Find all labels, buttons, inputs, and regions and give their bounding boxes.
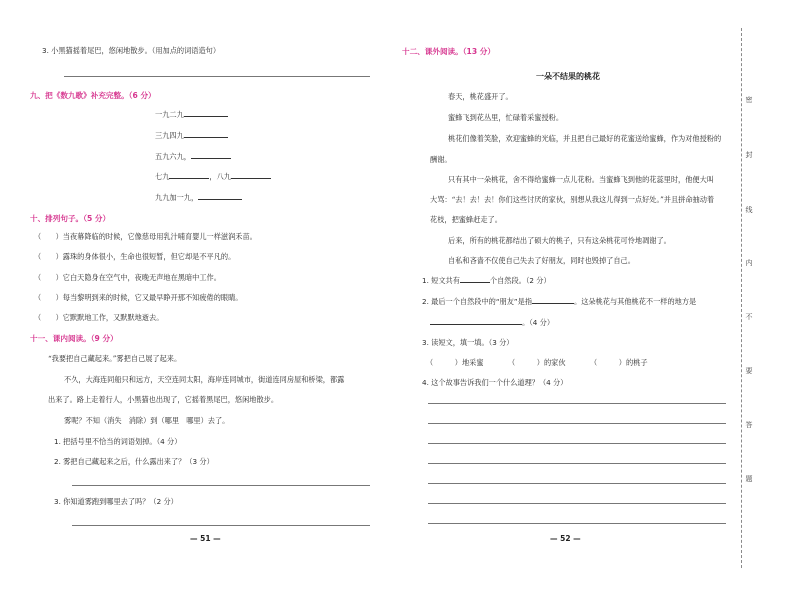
fill-blank[interactable] (184, 131, 228, 138)
fill-blank[interactable] (231, 172, 271, 179)
answer-line[interactable] (72, 485, 370, 486)
question-8-3: 3. 小黑猫摇着尾巴，悠闲地散步。（用加点的词语造句） (42, 46, 221, 55)
story-paragraph: 后来，所有的桃花都结出了硕大的桃子，只有这朵桃花可怜地凋谢了。 (448, 236, 671, 245)
sentence-item[interactable]: （ ）它白天隐身在空气中，夜晚无声地在黑暗中工作。 (34, 273, 221, 282)
story-paragraph: 花枝，把蜜蜂赶走了。 (430, 215, 502, 224)
seal-char: 答 (745, 421, 753, 429)
question-12-4: 4. 这个故事告诉我们一个什么道理？（4 分） (422, 378, 568, 387)
question-12-2-cont: 。（4 分） (430, 318, 554, 328)
answer-line[interactable] (428, 403, 726, 404)
fill-blank[interactable] (198, 193, 242, 200)
fill-blank[interactable] (532, 297, 574, 304)
answer-line[interactable] (428, 523, 726, 524)
fill-blank[interactable] (460, 276, 490, 283)
section-11-title: 十一、课内阅读。（9 分） (30, 334, 118, 343)
story-paragraph: 桃花们像着笑脸，欢迎蜜蜂的光临，并且把自己最好的花蜜送给蜜蜂，作为对他授粉的 (448, 134, 722, 143)
passage-paragraph: 出来了。路上走着行人，小黑猫也出现了，它摇着黑尾巴，悠闲地散步。 (48, 395, 279, 404)
fill-item[interactable]: （ ）的桃子 (590, 358, 648, 367)
answer-line[interactable] (428, 483, 726, 484)
right-page (400, 0, 800, 589)
seal-char: 密 (745, 96, 753, 104)
answer-line[interactable] (72, 525, 370, 526)
question-12-1: 1. 短文共有 个自然段。（2 分） (422, 276, 551, 285)
passage-paragraph: 雾呢？不知（消失 消除）到（哪里 哪里）去了。 (64, 416, 230, 425)
section-10-title: 十、排列句子。（5 分） (30, 214, 111, 223)
seal-char: 封 (745, 151, 753, 159)
fill-item[interactable]: （ ）的家伙 (508, 358, 566, 367)
seal-dashed-line (741, 28, 742, 568)
story-paragraph: 蜜蜂飞到花丛里，忙碌着采蜜授粉。 (448, 113, 564, 122)
fill-blank[interactable] (430, 318, 522, 325)
answer-line[interactable] (428, 503, 726, 504)
sentence-item[interactable]: （ ）露珠的身体很小，生命也很短暂，但它却是不平凡的。 (34, 252, 236, 261)
seal-char: 题 (745, 475, 753, 483)
question-12-3: 3. 读短文，填一填。（3 分） (422, 338, 514, 347)
sentence-item[interactable]: （ ）它默默地工作，又默默地逝去。 (34, 313, 164, 322)
story-title: 一朵不结果的桃花 (536, 72, 600, 81)
story-paragraph: 自私和吝啬不仅使自己失去了好朋友，同时也毁掉了自己。 (448, 256, 635, 265)
page-number: — 51 — (190, 534, 221, 543)
story-paragraph: 大骂：“去！去！去！你们这些讨厌的家伙，别想从我这儿得到一点好处。”并且拼命抽动着 (430, 195, 715, 204)
seal-char: 内 (745, 259, 753, 267)
fill-blank[interactable] (191, 152, 231, 159)
sentence-item[interactable]: （ ）当夜幕降临的时候，它像慈母用乳汁哺育婴儿一样滋润禾苗。 (34, 232, 257, 241)
shujiu-line-1: 一九二九 (155, 110, 228, 120)
sentence-item[interactable]: （ ）每当黎明到来的时候，它又最早睁开那不知疲倦的眼睛。 (34, 293, 243, 302)
fill-blank[interactable] (184, 110, 228, 117)
answer-line[interactable] (428, 423, 726, 424)
question-11-1: 1. 把括号里不恰当的词语划掉。（4 分） (54, 437, 182, 446)
answer-line[interactable] (64, 76, 370, 77)
seal-char: 不 (745, 313, 753, 321)
fill-item[interactable]: （ ）地采蜜 (426, 358, 484, 367)
section-12-title: 十二、课外阅读。（13 分） (402, 47, 495, 56)
question-12-2: 2. 最后一个自然段中的“朋友”是指 。这朵桃花与其他桃花不一样的地方是 (422, 297, 697, 306)
answer-line[interactable] (428, 443, 726, 444)
shujiu-line-4: 七九 ，八九 (155, 172, 271, 182)
shujiu-line-3: 五九六九， (155, 152, 231, 162)
question-11-3: 3. 你知道雾跑到哪里去了吗？（2 分） (54, 497, 178, 506)
answer-line[interactable] (428, 463, 726, 464)
seal-char: 线 (745, 206, 753, 214)
question-11-2: 2. 雾把自己藏起来之后，什么露出来了？（3 分） (54, 457, 214, 466)
story-paragraph: 酬谢。 (430, 155, 452, 164)
story-paragraph: 只有其中一朵桃花，舍不得给蜜蜂一点儿花粉。当蜜蜂飞到他的花蕊里时，他便大叫 (448, 175, 714, 184)
story-paragraph: 春天，桃花盛开了。 (448, 92, 513, 101)
passage-paragraph: “我要把自己藏起来。”雾把自己展了起来。 (48, 354, 182, 363)
fill-blank[interactable] (169, 172, 209, 179)
shujiu-line-5: 九九加一九， (155, 193, 242, 203)
page-number: — 52 — (550, 534, 581, 543)
seal-char: 要 (745, 367, 753, 375)
shujiu-line-2: 三九四九 (155, 131, 228, 141)
passage-paragraph: 不久，大海连同船只和远方，天空连同太阳，海岸连同城市，街道连同房屋和桥梁，都露 (64, 375, 345, 384)
section-9-title: 九、把《数九歌》补充完整。（6 分） (30, 91, 156, 100)
